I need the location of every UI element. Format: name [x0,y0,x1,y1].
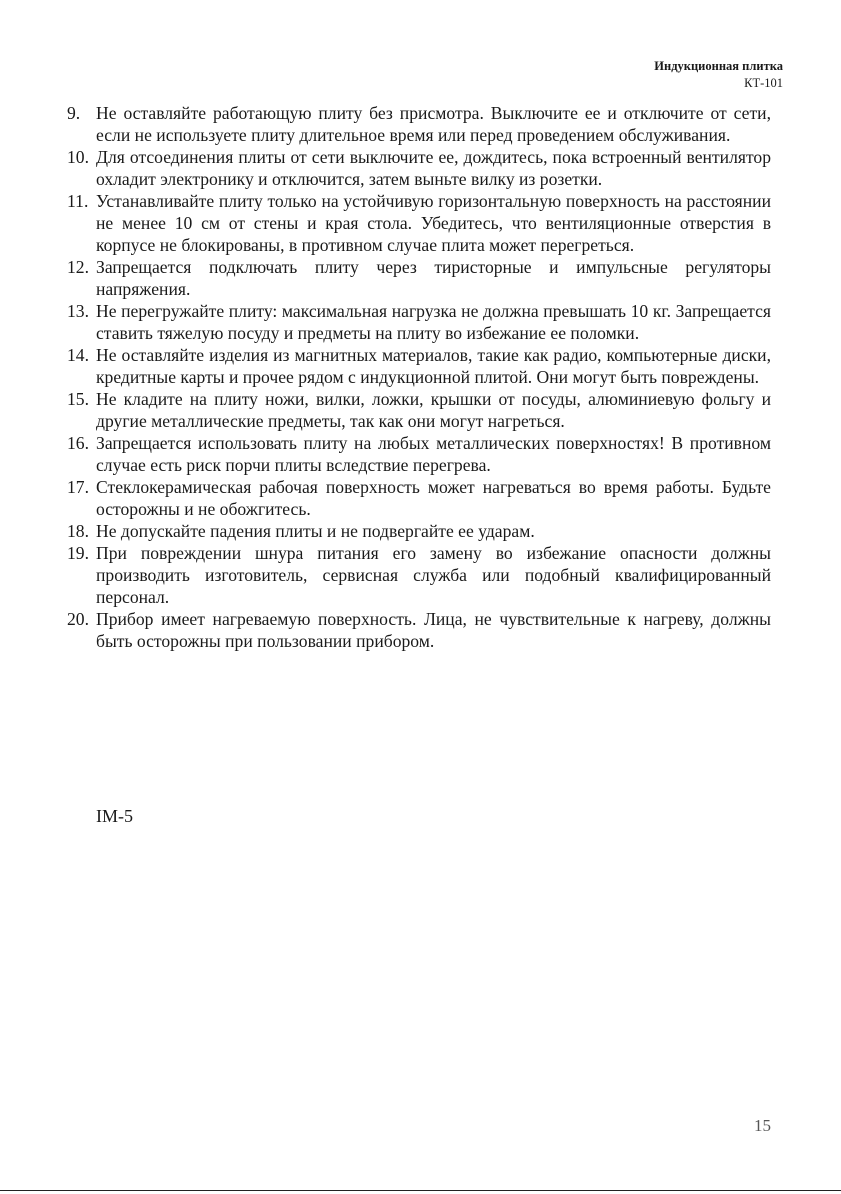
item-number: 15. [67,389,89,409]
item-number: 17. [67,477,89,497]
bottom-divider [0,1190,841,1191]
item-text: Запрещается использовать плиту на любых металлических поверхностях! В противном случае есть риск порчи плиты вследствие перегрева. [96,433,771,475]
item-number: 18. [67,521,89,541]
item-text: Не оставляйте работающую плиту без присмотра. Выключите ее и отключите от сети, если не используете плиту длительное время или перед проведением обслуживания. [96,103,771,145]
list-item [67,542,771,608]
document-title: Индукционная плитка [654,59,783,73]
item-text: Запрещается подключать плиту через тиристорные и импульсные регуляторы напряжения. [96,257,771,299]
item-number: 19. [67,543,89,563]
item-text: Прибор имеет нагреваемую поверхность. Лица, не чувствительные к нагреву, должны быть осторожны при пользовании прибором. [96,609,771,651]
list-item [67,388,771,432]
item-text: Устанавливайте плиту только на устойчивую горизонтальную поверхность на расстоянии не менее 10 см от стены и края стола. Убедитесь, что вентиляционные отверстия в корпусе не блокированы, в противном случае плита может перегреться. [96,191,771,255]
list-item [67,300,771,344]
document-code: IM-5 [96,806,133,826]
page-header [654,58,783,92]
item-number: 13. [67,301,89,321]
list-item [67,256,771,300]
item-number: 10. [67,147,89,167]
list-item [67,146,771,190]
item-text: Для отсоединения плиты от сети выключите ее, дождитесь, пока встроенный вентилятор охладит электронику и отключится, затем выньте вилку из розетки. [96,147,771,189]
item-number: 16. [67,433,89,453]
item-text: Не допускайте падения плиты и не подвергайте ее ударам. [96,521,535,541]
item-number: 9. [67,103,81,123]
item-number: 20. [67,609,89,629]
list-item [67,102,771,146]
safety-instructions-list [67,102,771,652]
item-text: Не оставляйте изделия из магнитных материалов, такие как радио, компьютерные диски, кредитные карты и прочее рядом с индукционной плитой. Они могут быть повреждены. [96,345,771,387]
list-item [67,608,771,652]
item-text: При повреждении шнура питания его замену во избежание опасности должны производить изготовитель, сервисная служба или подобный квалифицированный персонал. [96,543,771,607]
list-item [67,432,771,476]
item-text: Не кладите на плиту ножи, вилки, ложки, крышки от посуды, алюминиевую фольгу и другие металлические предметы, так как они могут нагреться. [96,389,771,431]
list-item [67,476,771,520]
model-number: КТ-101 [744,76,783,90]
list-item [67,520,771,542]
item-number: 14. [67,345,89,365]
item-number: 11. [67,191,89,211]
list-item [67,190,771,256]
item-number: 12. [67,257,89,277]
item-text: Не перегружайте плиту: максимальная нагрузка не должна превышать 10 кг. Запрещается ставить тяжелую посуду и предметы на плиту во избежание ее поломки. [96,301,771,343]
page-number: 15 [754,1116,771,1135]
list-item [67,344,771,388]
item-text: Стеклокерамическая рабочая поверхность может нагреваться во время работы. Будьте осторожны и не обожгитесь. [96,477,771,519]
